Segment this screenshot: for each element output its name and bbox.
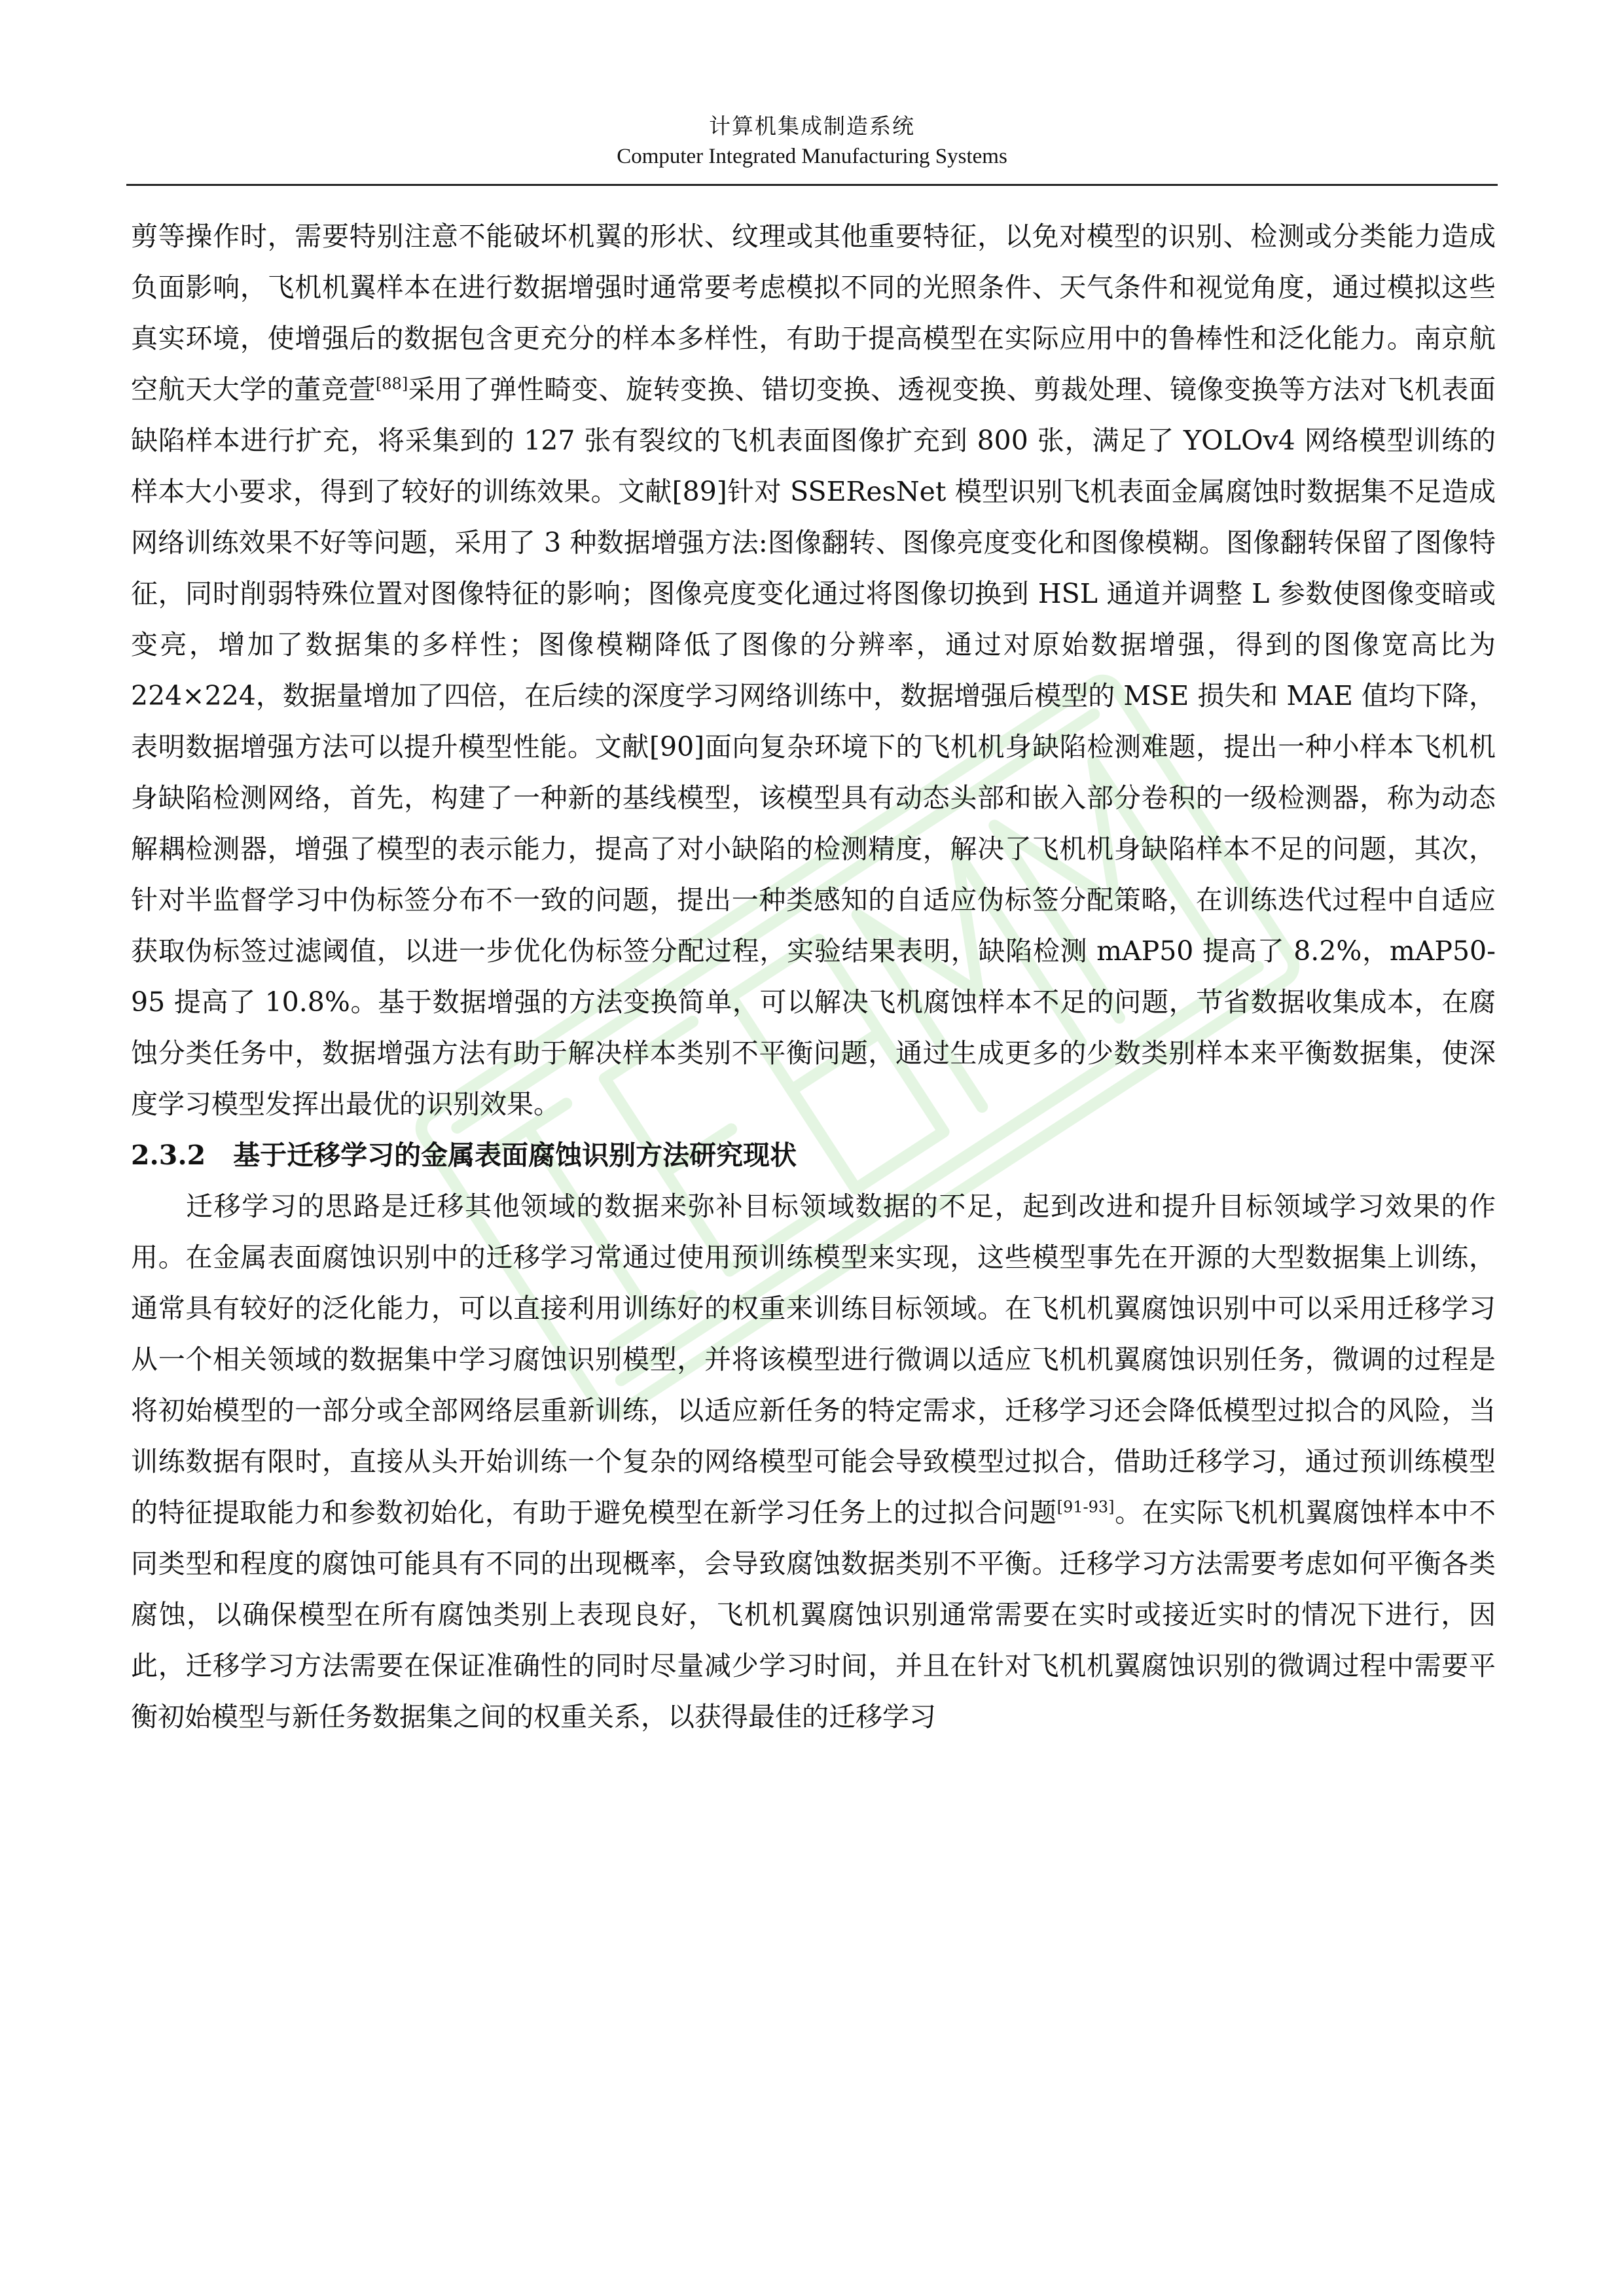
paragraph-transfer-learning [131, 1181, 1496, 1742]
para2-text-b: 。在实际飞机机翼腐蚀样本中不同类型和程度的腐蚀可能具有不同的出现概率，会导致腐蚀数据类别不平衡。迁移学习方法需要考虑如何平衡各类腐蚀，以确保模型在所有腐蚀类别上表现良好，飞机机翼腐蚀识别通常需要在实时或接近实时的情况下进行，因此，迁移学习方法需要在保证准确性的同时尽量减少学习时间，并且在针对飞机机翼腐蚀识别的微调过程中需要平衡初始模型与新任务数据集之间的权重关系，以获得最佳的迁移学习 [131, 1497, 1496, 1732]
page-header [126, 111, 1498, 171]
journal-title-en: Computer Integrated Manufacturing Systems [617, 145, 1007, 168]
section-number: 2.3.2 [131, 1139, 206, 1171]
section-heading-2-3-2 [131, 1130, 1496, 1181]
header-divider [126, 184, 1498, 186]
citation-91-93: [91-93] [1056, 1498, 1115, 1516]
journal-title-cn: 计算机集成制造系统 [709, 113, 915, 139]
paragraph-data-augmentation [131, 211, 1496, 1130]
para2-text-a: 迁移学习的思路是迁移其他领域的数据来弥补目标领域数据的不足，起到改进和提升目标领域学习效果的作用。在金属表面腐蚀识别中的迁移学习常通过使用预训练模型来实现，这些模型事先在开源的大型数据集上训练，通常具有较好的泛化能力，可以直接利用训练好的权重来训练目标领域。在飞机机翼腐蚀识别中可以采用迁移学习从一个相关领域的数据集中学习腐蚀识别模型，并将该模型进行微调以适应飞机机翼腐蚀识别任务，微调的过程是将初始模型的一部分或全部网络层重新训练，以适应新任务的特定需求，迁移学习还会降低模型过拟合的风险，当训练数据有限时，直接从头开始训练一个复杂的网络模型可能会导致模型过拟合，借助迁移学习，通过预训练模型的特征提取能力和参数初始化，有助于避免模型在新学习任务上的过拟合问题 [131, 1191, 1496, 1528]
body-text [131, 211, 1496, 1742]
section-title: 基于迁移学习的金属表面腐蚀识别方法研究现状 [233, 1139, 797, 1171]
para1-text-b: 采用了弹性畸变、旋转变换、错切变换、透视变换、剪裁处理、镜像变换等方法对飞机表面缺陷样本进行扩充，将采集到的 127 张有裂纹的飞机表面图像扩充到 800 张，满足了 YOLOv4 网络模型训练的样本大小要求，得到了较好的训练效果。文献[89]针对 SSEResNet 模型识别飞机表面金属腐蚀时数据集不足造成网络训练效果不好等问题，采用了 3 种数据增强方法:图像翻转、图像亮度变化和图像模糊。图像翻转保留了图像特征，同时削弱特殊位置对图像特征的影响；图像亮度变化通过将图像切换到 HSL 通道并调整 L 参数使图像变暗或变亮，增加了数据集的多样性；图像模糊降低了图像的分辨率，通过对原始数据增强，得到的图像宽高比为 224×224，数据量增加了四倍，在后续的深度学习网络训练中，数据增强后模型的 MSE 损失和 MAE 值均下降，表明数据增强方法可以提升模型性能。文献[90]面向复杂环境下的飞机机身缺陷检测难题，提出一种小样本飞机机身缺陷检测网络，首先，构建了一种新的基线模型，该模型具有动态头部和嵌入部分卷积的一级检测器，称为动态解耦检测器，增强了模型的表示能力，提高了对小缺陷的检测精度，解决了飞机机身缺陷样本不足的问题，其次，针对半监督学习中伪标签分布不一致的问题，提出一种类感知的自适应伪标签分配策略，在训练迭代过程中自适应获取伪标签过滤阈值，以进一步优化伪标签分配过程，实验结果表明，缺陷检测 mAP50 提高了 8.2%，mAP50-95 提高了 10.8%。基于数据增强的方法变换简单，可以解决飞机腐蚀样本不足的问题，节省数据收集成本，在腐蚀分类任务中，数据增强方法有助于解决样本类别不平衡问题，通过生成更多的少数类别样本来平衡数据集，使深度学习模型发挥出最优的识别效果。 [131, 374, 1496, 1120]
citation-88: [88] [375, 374, 408, 393]
para1-text-a: 剪等操作时，需要特别注意不能破坏机翼的形状、纹理或其他重要特征，以免对模型的识别、检测或分类能力造成负面影响，飞机机翼样本在进行数据增强时通常要考虑模拟不同的光照条件、天气条件和视觉角度，通过模拟这些真实环境，使增强后的数据包含更充分的样本多样性，有助于提高模型在实际应用中的鲁棒性和泛化能力。南京航空航天大学的董竞萱 [131, 221, 1496, 405]
